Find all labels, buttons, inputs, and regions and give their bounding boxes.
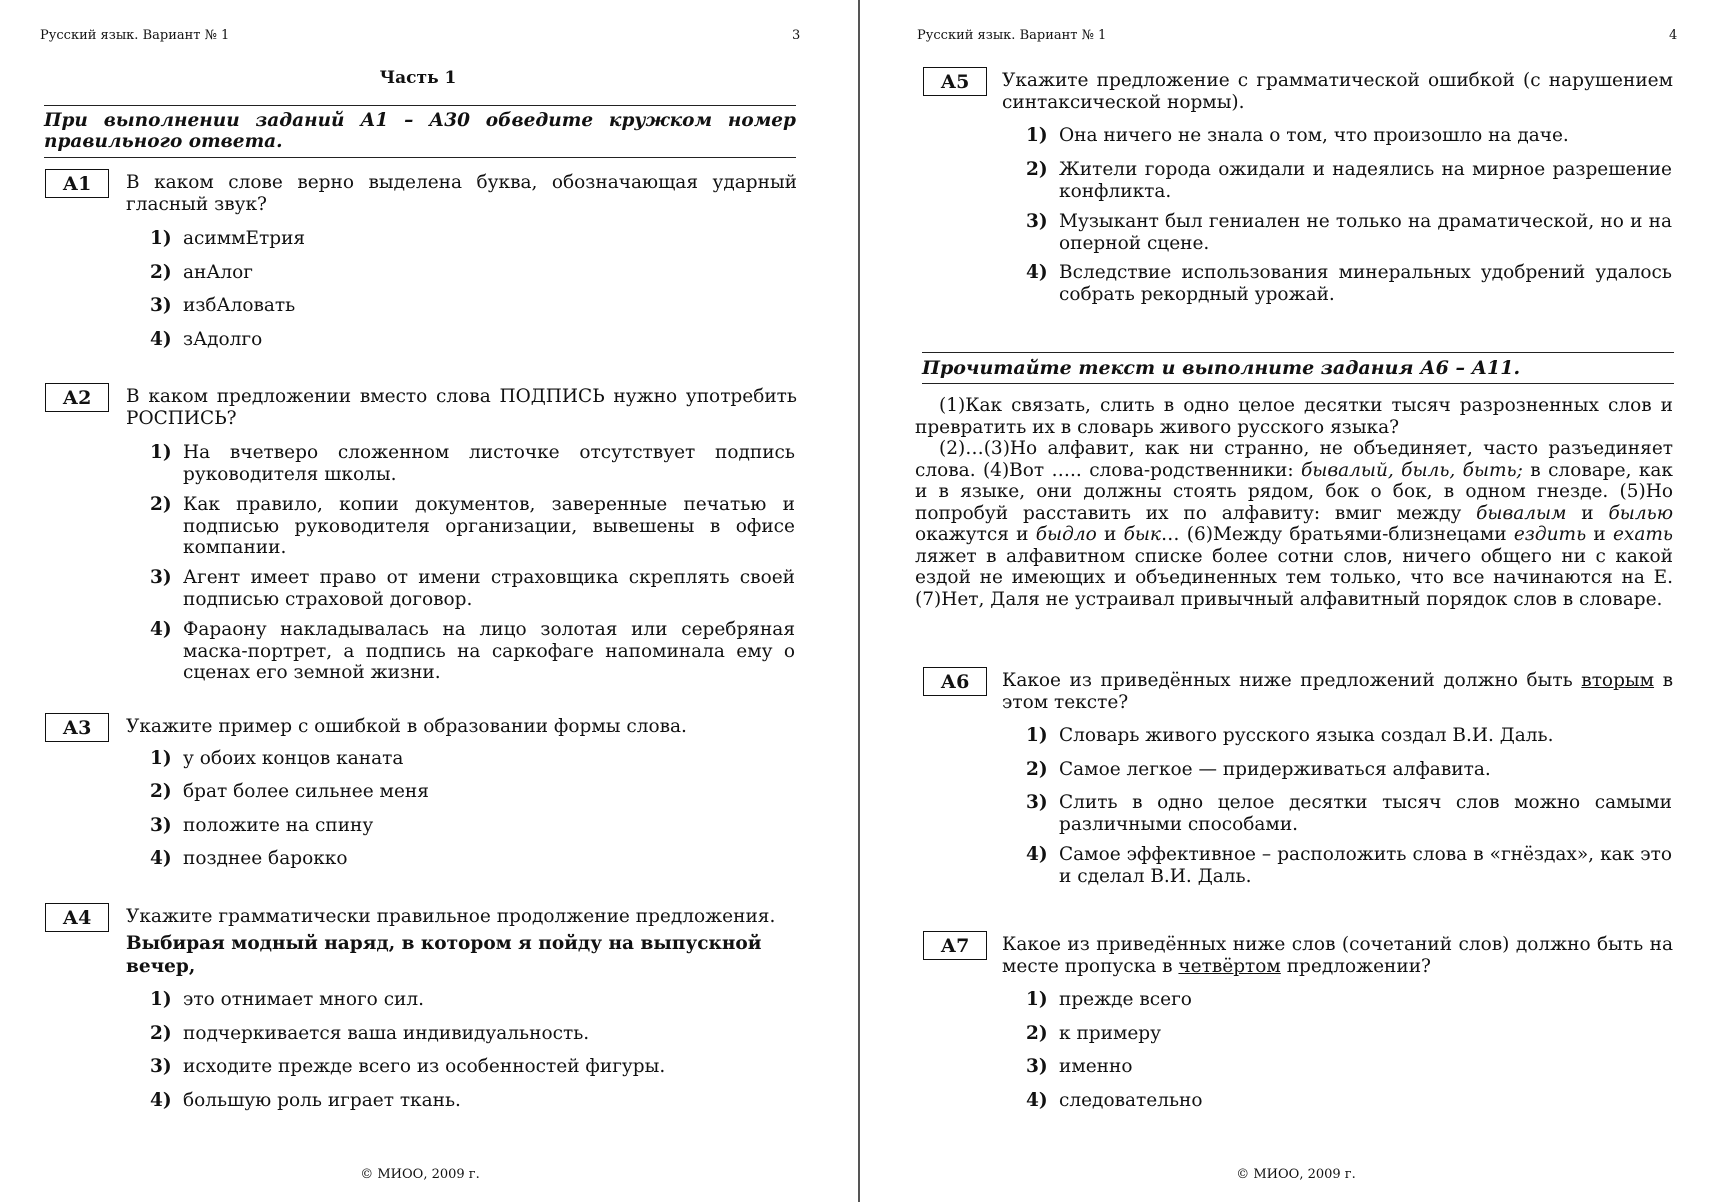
reading-instruction: Прочитайте текст и выполните задания А6 – А11. xyxy=(922,357,1521,379)
rule xyxy=(922,383,1674,384)
question-a2: В каком предложении вместо слова ПОДПИСЬ нужно употребить РОСПИСЬ? xyxy=(126,386,797,429)
task-label-a1: А1 xyxy=(45,169,109,198)
question-a1: В каком слове верно выделена буква, обозначающая ударный гласный звук? xyxy=(126,172,797,215)
left-page: Русский язык. Вариант № 1 3 Часть 1 При выполнении заданий А1 – А30 обведите кружком номер правильного ответа. А1 В каком слове верно выделена буква, обозначающая ударный гласный звук? 1) асиммЕтрия 2) анАлог 3) избАловать 4) зАдолго А2 В каком предложении вместо слова ПОДПИСЬ нужно употребить РОСПИСЬ? 1) На вчетверо сложенном листочке отсутствует подпись руководителя школы. 2) Как правило, копии документов, заверенные печатью и подписью руководителя организации, вывешены в офисе компании. 3) Агент имеет право от имени страховщика скреплять своей подписью страховой договор. 4) Фараону накладывалась на лицо золотая или серебряная маска-портрет, а подпись на саркофаге напоминала ему о сценах его земной жизни. А3 Укажите пример с ошибкой в образовании формы слова. 1) у обоих концов каната 2) брат более сильнее меня 3) положите на спину 4) позднее барокко А4 Укажите грамматически правильное продолжение предложения. Выбирая модный наряд, в котором я пойду на выпускной вечер, 1) это отнимает много сил. 2) подчеркивается ваша индивидуальность. 3) исходите прежде всего из особенностей фигуры. 4) большую роль играет ткань. © МИОО, 2009 г. xyxy=(40,28,801,1182)
rule xyxy=(922,352,1674,353)
footer-copyright: © МИОО, 2009 г. xyxy=(360,1167,480,1182)
question-a3: Укажите пример с ошибкой в образовании формы слова. xyxy=(126,716,687,737)
question-a4: Укажите грамматически правильное продолжение предложения. xyxy=(126,906,776,927)
right-page: Русский язык. Вариант № 1 4 А5 Укажите предложение с грамматической ошибкой (с нарушением синтаксической нормы). 1) Она ничего не знала о том, что произошло на даче. 2) Жители города ожидали и надеялись на мирное разрешение конфликта. 3) Музыкант был гениален не только на драматической, но и на оперной сцене. 4) Вследствие использования минеральных удобрений удалось собрать рекордный урожай. Прочитайте текст и выполните задания А6 – А11. (1)Как связать, слить в одно целое десятки тысяч разрозненных слов и превратить их в словарь живого русского языка? (2)…(3)Но алфавит, как ни странно, не объединяет, часто разъединяет слова. (4)Вот ….. слова-родственники: бывалый, быль, быть; в словаре, как и в языке, они должны стоять рядом, бок о бок, в одном гнезде. (5)Но попробуй расставить их по алфавиту: вмиг между бывалым и былью окажутся и быдло и бык… (6)Между братьями-близнецами ездить и ехать ляжет в алфавитном списке более сотни слов, ничего общего ни с какой ездой не имеющих и объединенных тем только, что все начинаются на Е. (7)Нет, Даля не устраивал привычный алфавитный порядок слов в словаре. А6 Какое из приведённых ниже предложений должно быть вторым в этом тексте? 1) Словарь живого русского языка создал В.И. Даль. 2) Самое легкое — придерживаться алфавита. 3) Слить в одно целое десятки тысяч слов можно самыми различными способами. 4) Самое эффективное – расположить слова в «гнёздах», как это и сделал В.И. Даль. А7 Какое из приведённых ниже слов (сочетаний слов) должно быть на месте пропуска в четвёртом предложении? 1) прежде всего 2) к примеру 3) именно 4) следовательно © МИОО, 2009 г. xyxy=(915,28,1678,1182)
rule xyxy=(44,105,796,106)
question-a7: Какое из приведённых ниже слов (сочетаний слов) должно быть на месте пропуска в четвёртом предложении? xyxy=(1002,934,1673,977)
question-a5: Укажите предложение с грамматической ошибкой (с нарушением синтаксической нормы). xyxy=(1002,70,1673,113)
passage-paragraph: (1)Как связать, слить в одно целое десятки тысяч разрозненных слов и превратить их в словарь живого русского языка? xyxy=(915,395,1673,438)
task-label-a4: А4 xyxy=(45,903,109,932)
question-stem-a4: Выбирая модный наряд, в котором я пойду на выпускной вечер, xyxy=(126,933,762,977)
task-label-a5: А5 xyxy=(923,67,987,96)
question-a6: Какое из приведённых ниже предложений должно быть вторым в этом тексте? xyxy=(1002,670,1674,713)
task-label-a2: А2 xyxy=(45,383,109,412)
running-title: Русский язык. Вариант № 1 xyxy=(40,28,230,43)
reading-passage xyxy=(915,395,1673,610)
page-number: 3 xyxy=(792,28,801,43)
task-label-a3: А3 xyxy=(45,713,109,742)
page-number: 4 xyxy=(1669,28,1678,43)
task-label-a7: А7 xyxy=(923,931,987,960)
passage-paragraph: (2)…(3)Но алфавит, как ни странно, не объединяет, часто разъединяет слова. (4)Вот ….. слова-родственники: бывалый, быль, быть; в словаре, как и в языке, они должны стоять рядом, бок о бок, в одном гнезде. (5)Но попробуй расставить их по алфавиту: вмиг между бывалым и былью окажутся и быдло и бык… (6)Между братьями-близнецами ездить и ехать ляжет в алфавитном списке более сотни слов, ничего общего ни с какой ездой не имеющих и объединенных тем только, что все начинаются на Е. (7)Нет, Даля не устраивал привычный алфавитный порядок слов в словаре. xyxy=(915,438,1673,610)
part-title: Часть 1 xyxy=(379,68,457,88)
footer-copyright: © МИОО, 2009 г. xyxy=(1236,1167,1356,1182)
task-label-a6: А6 xyxy=(923,667,987,696)
rule xyxy=(44,157,796,158)
running-title: Русский язык. Вариант № 1 xyxy=(917,28,1107,43)
instruction: При выполнении заданий А1 – А30 обведите кружком номер правильного ответа. xyxy=(44,110,796,152)
